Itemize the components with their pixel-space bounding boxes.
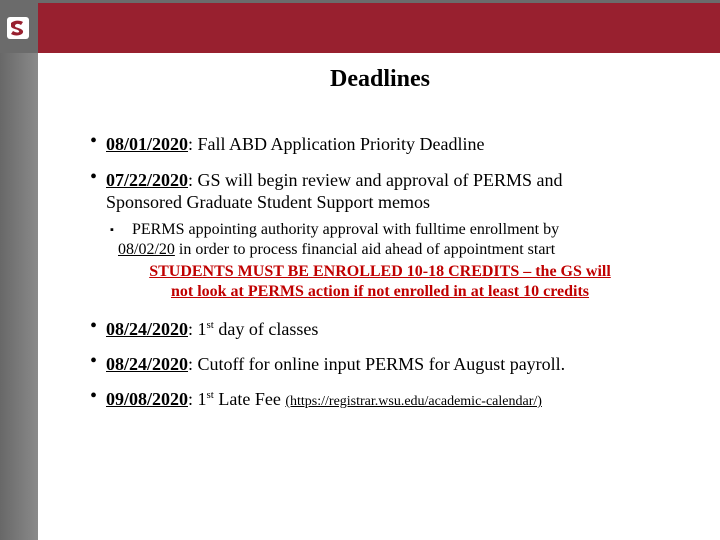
warning-line2: not look at PERMS action if not enrolled in at least 10 credits bbox=[170, 283, 590, 300]
sub-bullet-text: in order to process financial aid ahead of appointment start bbox=[174, 241, 556, 258]
bullet-item bbox=[106, 353, 565, 375]
logo-container bbox=[0, 3, 38, 53]
bullet-item bbox=[106, 133, 485, 155]
deadline-date: 08/24/2020 bbox=[106, 354, 189, 374]
left-sidebar bbox=[0, 53, 38, 540]
deadline-text: : Cutoff for online input PERMS for August payroll. bbox=[188, 354, 566, 374]
wsu-cougar-logo-icon bbox=[6, 16, 30, 40]
sub-bullet-line2 bbox=[118, 240, 555, 260]
deadline-text: : GS will begin review and approval of PERMS and bbox=[188, 170, 563, 190]
warning-line1: STUDENTS MUST BE ENROLLED 10-18 CREDITS – the GS will bbox=[149, 263, 611, 280]
bullet-dot: • bbox=[90, 385, 98, 407]
ordinal-suffix: st bbox=[206, 319, 214, 331]
ordinal-suffix: st bbox=[206, 389, 214, 401]
bullet-dot: • bbox=[90, 315, 98, 337]
sub-bullet-date: 08/02/20 bbox=[118, 241, 175, 258]
deadline-date: 08/24/2020 bbox=[106, 319, 189, 339]
bullet-item bbox=[106, 318, 318, 340]
deadline-text: : Fall ABD Application Priority Deadline bbox=[188, 134, 485, 154]
registrar-calendar-link[interactable]: (https://registrar.wsu.edu/academic-calendar/) bbox=[285, 394, 542, 409]
bullet-dot: • bbox=[90, 350, 98, 372]
deadline-text: Late Fee bbox=[213, 389, 286, 409]
bullet-dot: • bbox=[90, 130, 98, 152]
bullet-item bbox=[106, 388, 542, 413]
sub-bullet-line1: PERMS appointing authority approval with fulltime enrollment by bbox=[132, 221, 560, 238]
deadline-text: : 1 bbox=[188, 319, 207, 339]
sub-bullet-square: ▪ bbox=[110, 224, 114, 236]
enrollment-warning bbox=[100, 262, 660, 302]
bullet-item bbox=[106, 169, 562, 213]
deadline-date: 08/01/2020 bbox=[106, 134, 189, 154]
deadline-text: : 1 bbox=[188, 389, 207, 409]
bullet-dot: • bbox=[90, 166, 98, 188]
deadline-date: 07/22/2020 bbox=[106, 170, 189, 190]
page-title: Deadlines bbox=[329, 66, 430, 92]
header-bar bbox=[0, 3, 720, 53]
deadline-text: day of classes bbox=[213, 319, 319, 339]
deadline-text-continued: Sponsored Graduate Student Support memos bbox=[106, 192, 430, 212]
deadline-date: 09/08/2020 bbox=[106, 389, 189, 409]
